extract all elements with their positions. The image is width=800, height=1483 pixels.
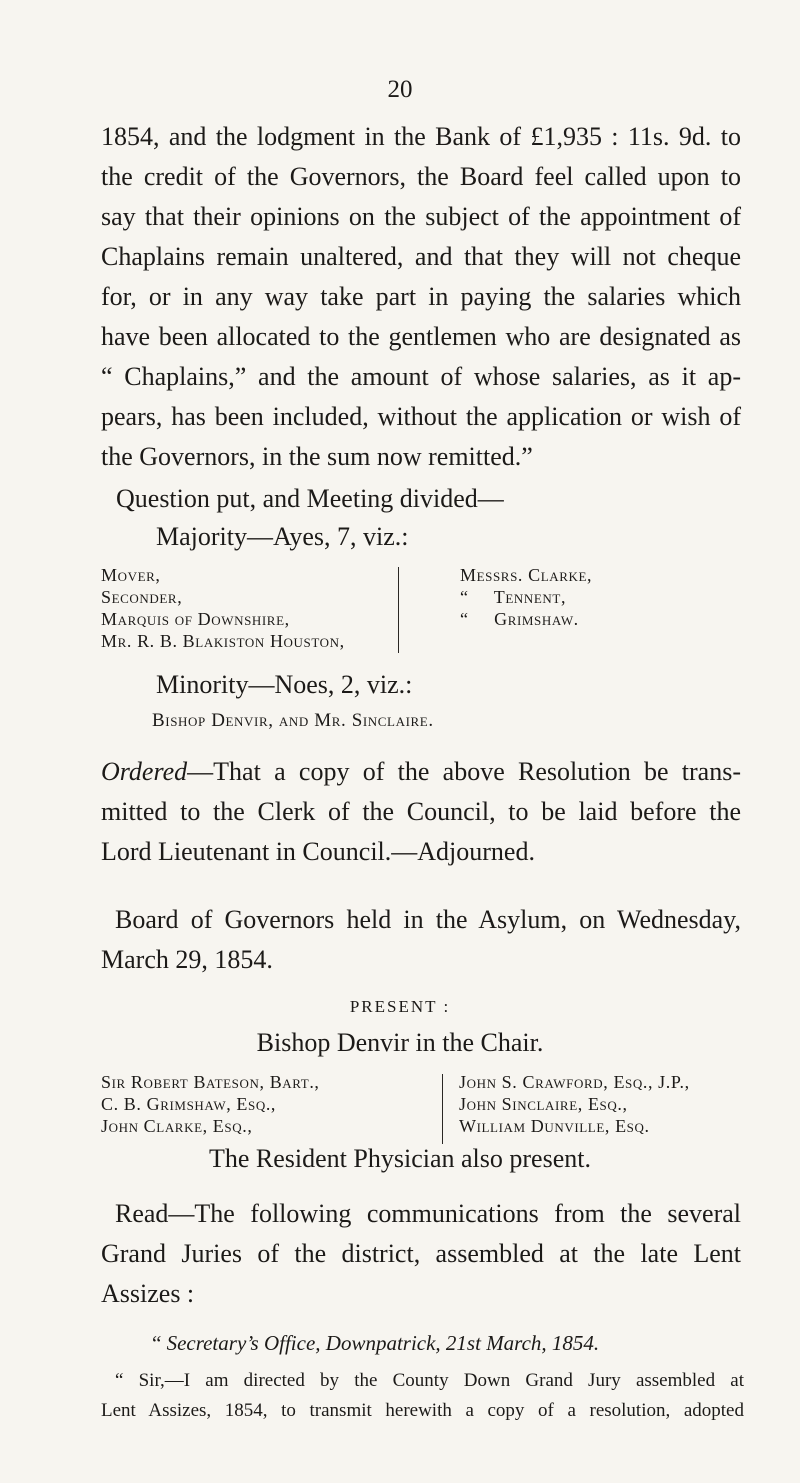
- text-line: Chaplains remain unaltered, and that they will not cheque: [101, 242, 741, 271]
- text-line: the Governors, in the sum now remitted.”: [101, 442, 533, 471]
- aye-name: Mr. R. B. Blakiston Houston,: [101, 631, 345, 651]
- aye-name: Mover,: [101, 565, 161, 585]
- page-number: 20: [387, 76, 413, 103]
- present-name: John Clarke, Esq.,: [101, 1116, 253, 1136]
- text-line: “ Sir,—I am directed by the County Down Grand Jury assembled at: [115, 1370, 744, 1391]
- text-line: Lent Assizes, 1854, to transmit herewith a copy of a resolution, adopted: [101, 1400, 744, 1421]
- minority-heading: Minority—Noes, 2, viz.:: [156, 670, 413, 699]
- majority-heading: Majority—Ayes, 7, viz.:: [156, 522, 409, 551]
- read-paragraph: [101, 1194, 741, 1314]
- text-line: say that their opinions on the subject of the appointment of: [101, 202, 741, 231]
- noes-names: Bishop Denvir, and Mr. Sinclaire.: [152, 710, 434, 731]
- text-line: 1854, and the lodgment in the Bank of £1,935 : 11s. 9d. to: [101, 122, 741, 151]
- ayes-left-column: [101, 564, 345, 652]
- column-divider: [442, 1074, 443, 1144]
- board-meeting-paragraph: [101, 900, 741, 980]
- present-name: William Dunville, Esq.: [459, 1116, 650, 1136]
- letter-quote: “: [152, 1331, 167, 1355]
- letter-heading: [152, 1331, 599, 1356]
- text-line: Board of Governors held in the Asylum, on Wednesday,: [115, 905, 741, 934]
- aye-name: “ Grimshaw.: [460, 609, 579, 629]
- text-line: mitted to the Clerk of the Council, to be laid before the: [101, 797, 741, 826]
- aye-name: “ Tennent,: [460, 587, 567, 607]
- present-name: Sir Robert Bateson, Bart.,: [101, 1072, 320, 1092]
- present-name: John S. Crawford, Esq., J.P.,: [459, 1072, 690, 1092]
- text-line: Grand Juries of the district, assembled at the late Lent: [101, 1239, 741, 1268]
- present-name: John Sinclaire, Esq.,: [459, 1094, 628, 1114]
- ordered-text: —That a copy of the above Resolution be trans-: [187, 757, 741, 786]
- letter-body: [101, 1366, 744, 1426]
- resident-line: The Resident Physician also present.: [209, 1144, 591, 1173]
- text-line: March 29, 1854.: [101, 945, 273, 974]
- text-line: [101, 752, 741, 792]
- resolution-paragraph: [101, 117, 741, 477]
- text-line: “ Chaplains,” and the amount of whose salaries, as it ap-: [101, 362, 741, 391]
- text-line: for, or in any way take part in paying the salaries which: [101, 282, 741, 311]
- text-line: Lord Lieutenant in Council.—Adjourned.: [101, 837, 535, 866]
- text-line: pears, has been included, without the application or wish of: [101, 402, 741, 431]
- column-divider: [398, 567, 399, 653]
- present-heading: PRESENT :: [349, 997, 451, 1016]
- aye-name: Marquis of Downshire,: [101, 609, 290, 629]
- present-right-column: [459, 1071, 690, 1137]
- text-line: Read—The following communications from the several: [115, 1199, 741, 1228]
- present-left-column: [101, 1071, 320, 1137]
- text-line: Assizes :: [101, 1279, 195, 1308]
- text-line: the credit of the Governors, the Board feel called upon to: [101, 162, 741, 191]
- ordered-paragraph: [101, 752, 741, 872]
- present-name: C. B. Grimshaw, Esq.,: [101, 1094, 277, 1114]
- text-line: have been allocated to the gentlemen who are designated as: [101, 322, 741, 351]
- aye-name: Seconder,: [101, 587, 183, 607]
- aye-name: Messrs. Clarke,: [460, 565, 593, 585]
- ayes-right-column: [460, 564, 592, 630]
- chair-line: Bishop Denvir in the Chair.: [256, 1028, 544, 1057]
- letter-heading-text: Secretary’s Office, Downpatrick, 21st March, 1854.: [166, 1331, 600, 1355]
- question-line: Question put, and Meeting divided—: [116, 484, 504, 513]
- ordered-label: Ordered: [101, 757, 188, 786]
